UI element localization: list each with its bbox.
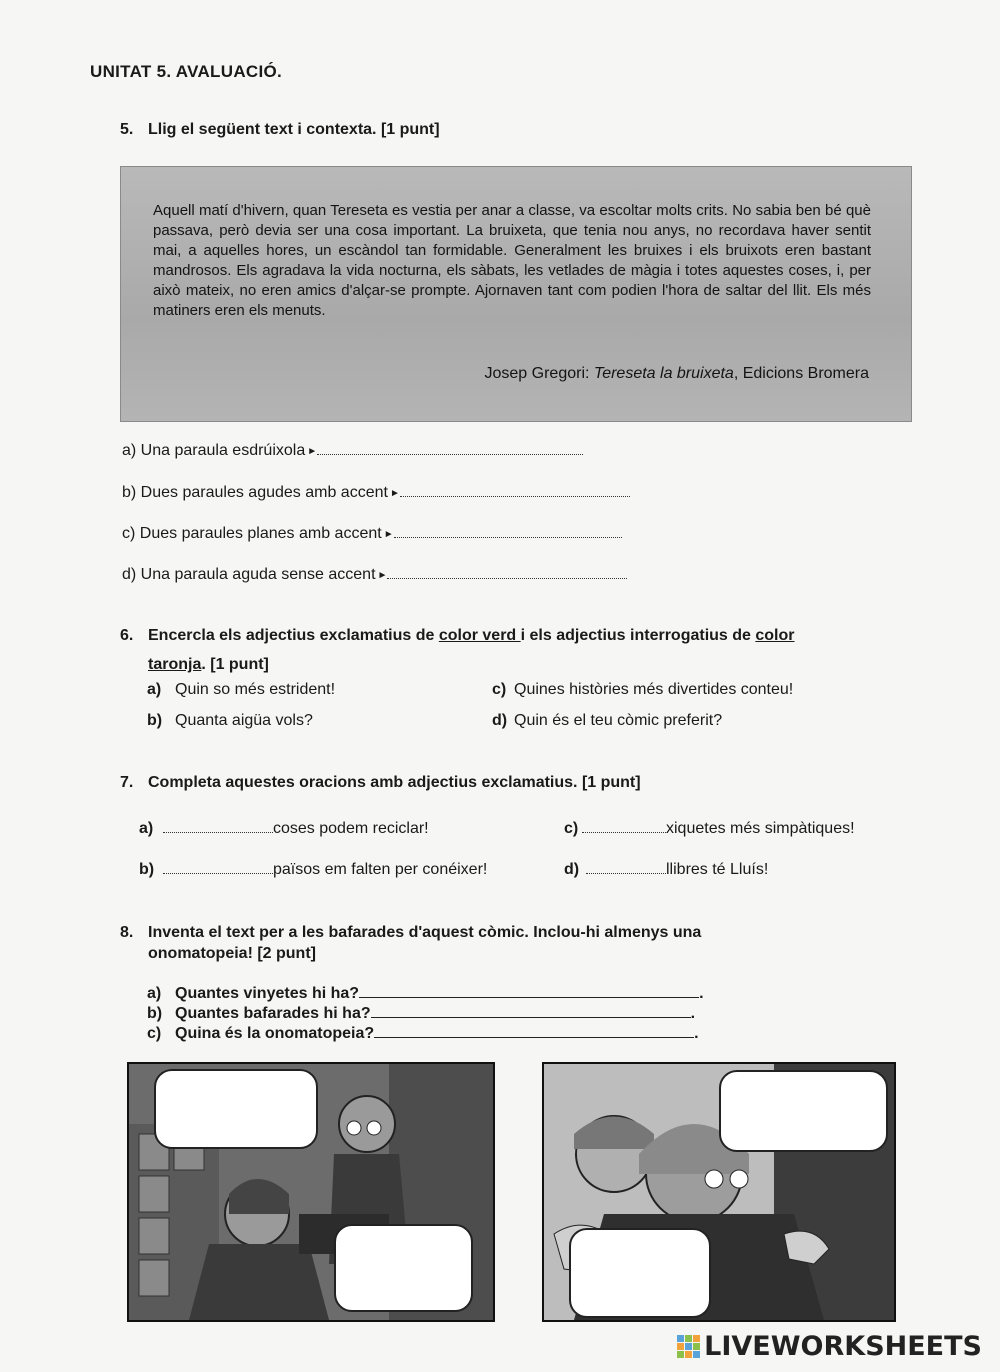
q6-color-orange-b: taronja — [148, 656, 202, 673]
question-8-instruction-1: Inventa el text per a les bafarades d'aquest còmic. Inclou-hi almenys una — [148, 924, 702, 941]
q8-item-a-letter: a) — [147, 985, 162, 1002]
question-8-instruction-2: onomatopeia! [2 punt] — [148, 945, 316, 962]
answer-blank-d[interactable] — [387, 564, 627, 579]
q7-item-a — [139, 819, 429, 838]
q6-option-b-letter: b) — [147, 712, 163, 729]
logo-icon — [677, 1335, 700, 1358]
q6-color-green: color verd — [438, 627, 521, 644]
arrow-icon: ► — [307, 446, 318, 457]
reading-passage: Aquell matí d'hivern, quan Tereseta es vestia per anar a classe, va escoltar molts crits. No sabia ben bé què passava, però devia ser una cosa important. La bruixeta, que tenia nou anys, no recordava haver sentit mai, a aquelles hores, un escàndol tan formidable. Generalment les bruixes i els bruixots eren bastant mandrosos. Els agradava la vida nocturna, els sàbats, les vetlades de màgia i totes aquestes coses, i, per això mateix, no eren amics d'alçar-se prompte. Ajornaven tant com podien l'hora de saltar del llit. Els més matiners eren els menuts. — [153, 202, 871, 319]
q6-option-a[interactable] — [147, 681, 335, 699]
arrow-icon: ► — [377, 570, 388, 581]
q6-option-d[interactable] — [492, 712, 722, 730]
q7-item-d-letter: d) — [564, 861, 580, 878]
q8-answer-a[interactable] — [359, 984, 699, 998]
q6-option-c-letter: c) — [492, 681, 507, 698]
q8-item-b: b) Quantes bafarades hi ha? . — [147, 1005, 696, 1022]
q5-item-c-label: c) Dues paraules planes amb accent — [122, 525, 382, 542]
question-5-number: 5. — [120, 121, 134, 138]
q8-answer-c[interactable] — [374, 1024, 694, 1038]
liveworksheets-logo — [677, 1331, 982, 1362]
q7-blank-b[interactable] — [163, 860, 273, 874]
q6-option-a-letter: a) — [147, 681, 162, 698]
q8-answer-b[interactable] — [371, 1004, 691, 1018]
reading-passage-box — [120, 166, 912, 422]
question-7-heading — [120, 774, 641, 792]
arrow-icon: ► — [383, 529, 394, 540]
speech-bubble-2[interactable] — [334, 1224, 473, 1312]
q6-text-start: Encercla els adjectius exclamatius de — [148, 627, 439, 644]
q6-option-b-text[interactable]: Quanta aigüa vols? — [175, 712, 313, 729]
answer-blank-b[interactable] — [400, 482, 630, 497]
q8-item-c-letter: c) — [147, 1025, 162, 1042]
speech-bubble-1[interactable] — [154, 1069, 318, 1149]
answer-blank-c[interactable] — [394, 523, 622, 538]
q7-item-d — [564, 860, 768, 879]
q6-option-a-text[interactable]: Quin so més estrident! — [175, 681, 336, 698]
question-5-heading — [120, 121, 440, 139]
q6-option-d-text[interactable]: Quin és el teu còmic preferit? — [514, 712, 723, 729]
speech-bubble-4[interactable] — [569, 1228, 711, 1318]
comic-panel-2 — [542, 1062, 896, 1322]
q6-option-d-letter: d) — [492, 712, 508, 729]
question-7-instruction: Completa aquestes oracions amb adjectius exclamatius. [1 punt] — [148, 774, 641, 791]
comic-panel-1 — [127, 1062, 495, 1322]
q6-color-orange-a: color — [755, 627, 795, 644]
q8-item-a: a) Quantes vinyetes hi ha? . — [147, 985, 704, 1002]
q7-item-c — [564, 819, 855, 838]
q6-option-c[interactable] — [492, 681, 793, 699]
q7-item-d-text: llibres té Lluís! — [666, 861, 769, 878]
question-6-heading — [120, 621, 890, 679]
q8-item-c: c) Quina és la onomatopeia? . — [147, 1025, 699, 1042]
q8-questions — [147, 984, 704, 1044]
q5-item-c — [122, 523, 622, 543]
logo-text: LIVEWORKSHEETS — [704, 1331, 982, 1362]
q8-item-a-text: Quantes vinyetes hi ha? — [175, 985, 360, 1002]
q7-blank-c[interactable] — [582, 819, 666, 833]
q7-item-c-letter: c) — [564, 820, 579, 837]
question-8-heading — [120, 922, 701, 964]
q6-option-c-text[interactable]: Quines històries més divertides conteu! — [514, 681, 794, 698]
q7-item-b-text: països em falten per conéixer! — [273, 861, 488, 878]
q7-item-b — [139, 860, 487, 879]
q8-item-b-letter: b) — [147, 1005, 163, 1022]
question-6-number: 6. — [120, 627, 134, 644]
q5-item-a — [122, 440, 583, 460]
q7-item-a-letter: a) — [139, 820, 154, 837]
q7-blank-a[interactable] — [163, 819, 273, 833]
source-publisher: , Edicions Bromera — [733, 365, 869, 382]
speech-bubble-3[interactable] — [719, 1070, 888, 1152]
source-title: Tereseta la bruixeta — [593, 365, 734, 382]
passage-source — [485, 365, 870, 383]
q7-item-a-text: coses podem reciclar! — [273, 820, 429, 837]
q7-blank-d[interactable] — [586, 860, 666, 874]
question-8-number: 8. — [120, 924, 134, 941]
arrow-icon: ► — [389, 488, 400, 499]
question-7-number: 7. — [120, 774, 134, 791]
q7-item-b-letter: b) — [139, 861, 155, 878]
q5-item-a-label: a) Una paraula esdrúixola — [122, 442, 306, 459]
source-author: Josep Gregori: — [484, 365, 594, 382]
q5-item-d-label: d) Una paraula aguda sense accent — [122, 566, 376, 583]
q6-text-mid: i els adjectius interrogatius de — [520, 627, 756, 644]
q5-item-b-label: b) Dues paraules agudes amb accent — [122, 484, 388, 501]
page-title: UNITAT 5. AVALUACIÓ. — [90, 62, 283, 81]
question-5-instruction: Llig el següent text i contexta. [1 punt] — [148, 121, 440, 138]
q8-item-c-text: Quina és la onomatopeia? — [175, 1025, 375, 1042]
q7-item-c-text: xiquetes més simpàtiques! — [666, 820, 855, 837]
q8-item-b-text: Quantes bafarades hi ha? — [175, 1005, 371, 1022]
q5-item-d — [122, 564, 627, 584]
q6-option-b[interactable] — [147, 712, 313, 730]
q5-item-b — [122, 482, 630, 502]
q6-text-end: . [1 punt] — [201, 656, 269, 673]
answer-blank-a[interactable] — [317, 440, 583, 455]
